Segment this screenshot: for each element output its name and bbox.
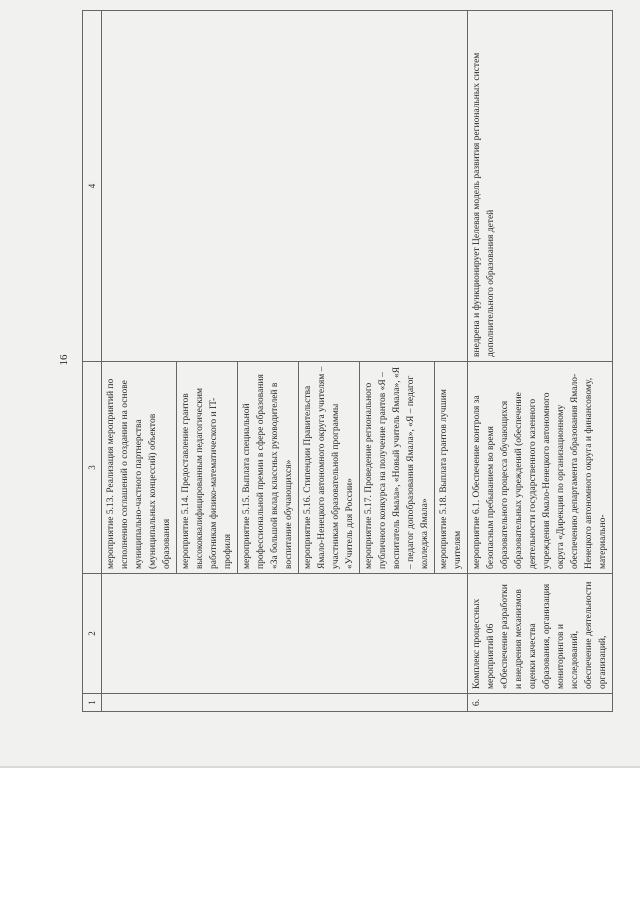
header-cell-2: 2	[83, 574, 102, 694]
page-number: 16	[58, 354, 70, 366]
event-5-13: мероприятие 5.13. Реализация мероприятий по исполнению соглашений о создании на основе муниципально-частного партнерства (муниципальных концессий) объектов образования	[102, 362, 177, 574]
empty-result-cell	[102, 11, 468, 362]
header-cell-3: 3	[83, 362, 102, 574]
complex-06: Комплекс процессных мероприятий 06 «Обеспечение разработки и внедрения механизмов оценки качества образования, организация мониторингов и исследований, обеспечение деятельности организаций,	[468, 574, 613, 694]
header-cell-1: 1	[83, 694, 102, 712]
row-number: 6.	[468, 694, 613, 712]
result-6: внедрена и функционирует Целевая модель развития региональных систем дополнительного образования детей	[468, 11, 613, 362]
event-6-1: мероприятие 6.1. Обеспечение контроля за безопасным пребыванием во время образовательного процесса обучающихся образовательных учреждений (обеспечение деятельности государственного казенного учреждения Ямало-Ненецкого автономного округа «Дирекция по организационному обеспечению департамента образования Ямало-Ненецкого автономного округа и финансовому, материально-	[468, 362, 613, 574]
event-5-18: мероприятие 5.18. Выплата грантов лучшим учителям	[435, 362, 468, 574]
table-row	[102, 11, 177, 712]
header-cell-4: 4	[83, 11, 102, 362]
table-row-6	[468, 11, 613, 712]
empty-complex-cell	[102, 574, 468, 694]
rotated-document	[44, 0, 608, 720]
event-5-15: мероприятие 5.15. Выплата специальной профессиональной премии в сфере образования «За большой вклад классных руководителей в воспитание обучающихся»	[238, 362, 299, 574]
program-table	[82, 10, 613, 712]
event-5-16: мероприятие 5.16. Стипендии Правительства Ямало-Ненецкого автономного округа учителям – участникам образовательной программы «Учитель для России»	[299, 362, 360, 574]
event-5-17: мероприятие 5.17. Проведение регионального публичного конкурса на получение грантов «Я – воспитатель Ямала», «Новый учитель Ямала», «Я – педагог допобразования Ямала», «Я – педагог колледжа Ямала»	[360, 362, 435, 574]
empty-number-cell	[102, 694, 468, 712]
event-5-14: мероприятие 5.14. Предоставление грантов высококвалифицированным педагогическим работникам физико-математического и IT-профиля	[177, 362, 238, 574]
header-row	[83, 11, 102, 712]
scan-edge	[0, 766, 640, 768]
